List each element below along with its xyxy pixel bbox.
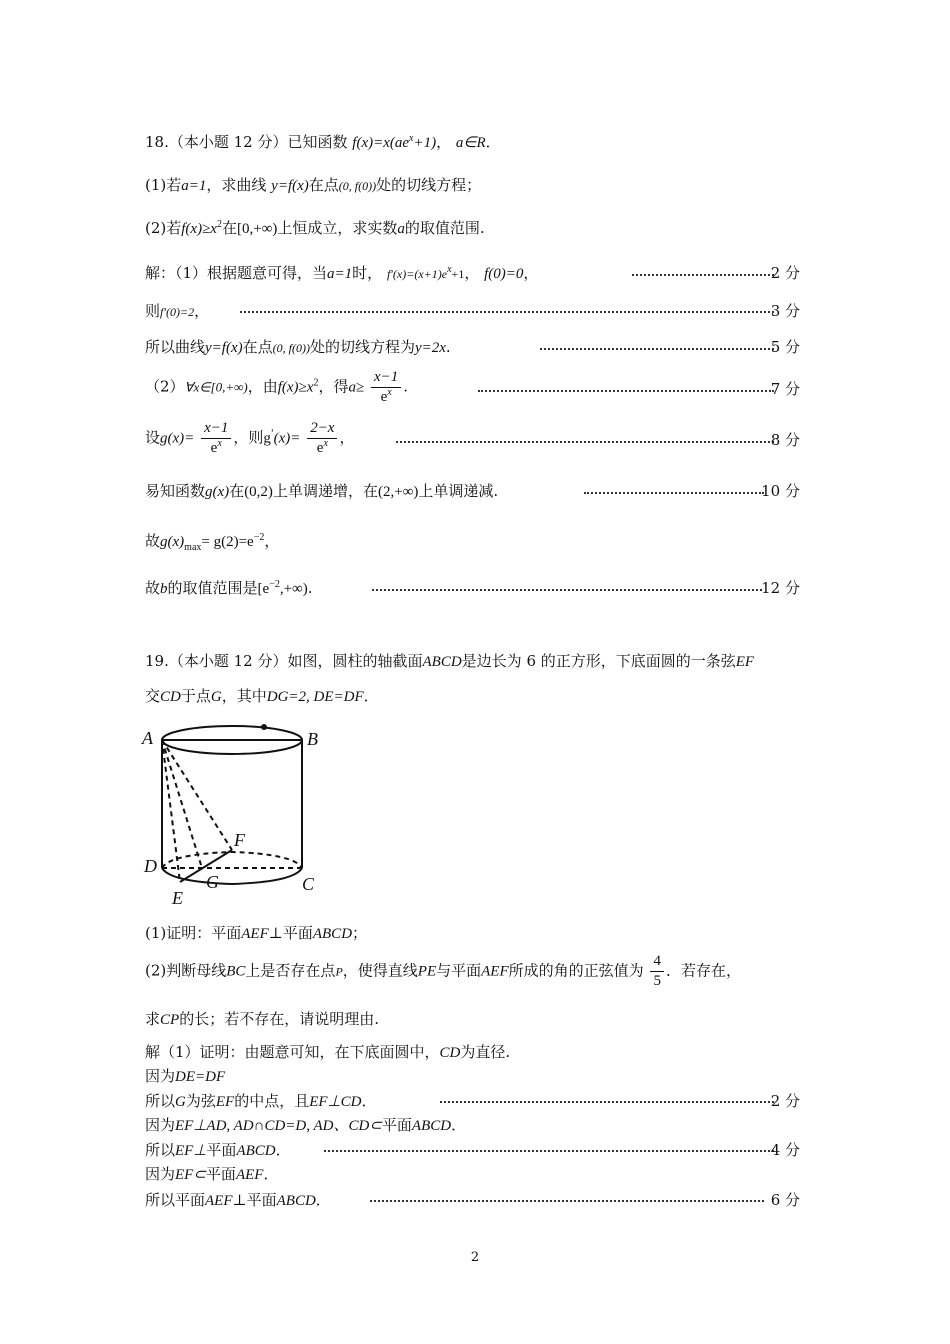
sol19-line2: 因为DE=DF bbox=[145, 1067, 226, 1085]
sol19-line4: 因为EF⊥AD, AD∩CD=D, AD、CD⊂平面ABCD． bbox=[145, 1116, 467, 1134]
score: 5 分 bbox=[770, 338, 800, 356]
q18-part2: (2)若$f(x)\ge x^2$在[0,+∞)上恒成立，求实数a的取值范围. bbox=[145, 219, 485, 237]
q19-part1: (1)证明：平面AEF⊥平面ABCD； bbox=[145, 924, 368, 942]
sol19-line5: 所以EF⊥平面ABCD． bbox=[145, 1141, 291, 1159]
dot-leader bbox=[372, 589, 762, 591]
q18-part1: (1)若a=1，求曲线 y=f(x)在点(0, f(0))处的切线方程； bbox=[145, 176, 482, 194]
cylinder-diagram bbox=[140, 712, 330, 912]
sol18-line1: 解：（1）根据题意可得，当a=1时， $f'(x)=(x+1)e^x+1$， f(0)=0， bbox=[145, 264, 539, 282]
sol19-line1: 解（1）证明：由题意可知，在下底面圆中，CD为直径. bbox=[145, 1043, 511, 1061]
page-number: 2 bbox=[470, 1250, 480, 1265]
score: 8 分 bbox=[770, 431, 800, 449]
q18-stem: 18.（本小题 12 分）已知函数 $f(x)=x(ae^x+1)$， a∈R． bbox=[145, 133, 501, 151]
dot-leader bbox=[240, 311, 774, 313]
q18-number: 18. bbox=[145, 133, 169, 151]
dot-leader bbox=[632, 274, 774, 276]
dot-leader bbox=[370, 1200, 764, 1202]
dot-leader bbox=[440, 1101, 774, 1103]
label-a: A bbox=[142, 728, 153, 748]
sol19-line3: 所以G为弦EF的中点，且EF⊥CD． bbox=[145, 1092, 377, 1110]
score: 10 分 bbox=[761, 482, 800, 500]
score: 6 分 bbox=[770, 1191, 800, 1209]
sol18-line2: 则f′(0)=2， bbox=[145, 302, 210, 320]
label-g: G bbox=[206, 872, 219, 892]
fraction: $\frac{x-1}{e^x}$ bbox=[201, 419, 231, 458]
score: 4 分 bbox=[770, 1141, 800, 1159]
score: 2 分 bbox=[770, 1092, 800, 1110]
label-f: F bbox=[234, 830, 245, 850]
sol18-line6: 易知函数g(x)在(0,2)上单调递增，在(2,+∞)上单调递减. bbox=[145, 482, 499, 500]
dot-leader bbox=[584, 492, 764, 494]
q19-stem: 19.（本小题 12 分）如图，圆柱的轴截面ABCD是边长为 6 的正方形，下底面圆的一条弦EF bbox=[145, 652, 755, 670]
sol18-line3: 所以曲线y=f(x)在点(0, f(0))处的切线方程为y=2x. bbox=[145, 338, 451, 356]
label-b: B bbox=[307, 729, 318, 749]
score: 12 分 bbox=[761, 579, 800, 597]
fraction: $\frac{4}{5}$ bbox=[650, 952, 664, 991]
dot-leader bbox=[396, 441, 774, 443]
segment-ag bbox=[162, 740, 202, 868]
score: 7 分 bbox=[770, 380, 800, 398]
label-e: E bbox=[172, 888, 183, 908]
cylinder-figure bbox=[140, 712, 330, 916]
label-c: C bbox=[302, 874, 315, 894]
sol18-line5: 设g(x)= $\frac{x-1}{e^x}$ ，则g'(x)= $\frac{2-x}{e^x}$ ， bbox=[145, 420, 355, 456]
score: 2 分 bbox=[770, 264, 800, 282]
dot-leader bbox=[540, 348, 774, 350]
label-d: D bbox=[144, 856, 157, 876]
segment-af bbox=[162, 740, 232, 850]
fraction: $\frac{2-x}{e^x}$ bbox=[307, 419, 337, 458]
q19-part2-cont: 求CP的长；若不存在，请说明理由. bbox=[145, 1010, 379, 1028]
dot-leader bbox=[478, 390, 774, 392]
q19-stem2: 交CD于点G，其中DG=2, DE=DF． bbox=[145, 687, 379, 705]
bottom-ellipse-back bbox=[162, 852, 302, 868]
top-point bbox=[261, 724, 267, 730]
q19-part2: (2)判断母线BC上是否存在点P，使得直线PE与平面AEF所成的角的正弦值为 $\frac{4}{5}$ ．若存在， bbox=[145, 953, 741, 989]
sol18-line4: （2）∀x∈[0,+∞)，由$f(x)\ge x^2$，得a≥ $\frac{x-1}{e^x}$ . bbox=[145, 369, 409, 405]
bottom-ellipse-front bbox=[162, 868, 302, 884]
sol18-line7: 故$g(x)_{max}= g(2)=e^{-2}$， bbox=[145, 532, 280, 553]
sol19-line6: 因为EF⊂平面AEF． bbox=[145, 1165, 279, 1183]
score: 3 分 bbox=[770, 302, 800, 320]
q19-number: 19. bbox=[145, 652, 169, 670]
sol18-line8: 故b的取值范围是$[e^{-2},+\infty)$. bbox=[145, 579, 313, 597]
sol19-line7: 所以平面AEF⊥平面ABCD． bbox=[145, 1191, 331, 1209]
fraction: $\frac{x-1}{e^x}$ bbox=[371, 368, 401, 407]
dot-leader bbox=[324, 1150, 774, 1152]
